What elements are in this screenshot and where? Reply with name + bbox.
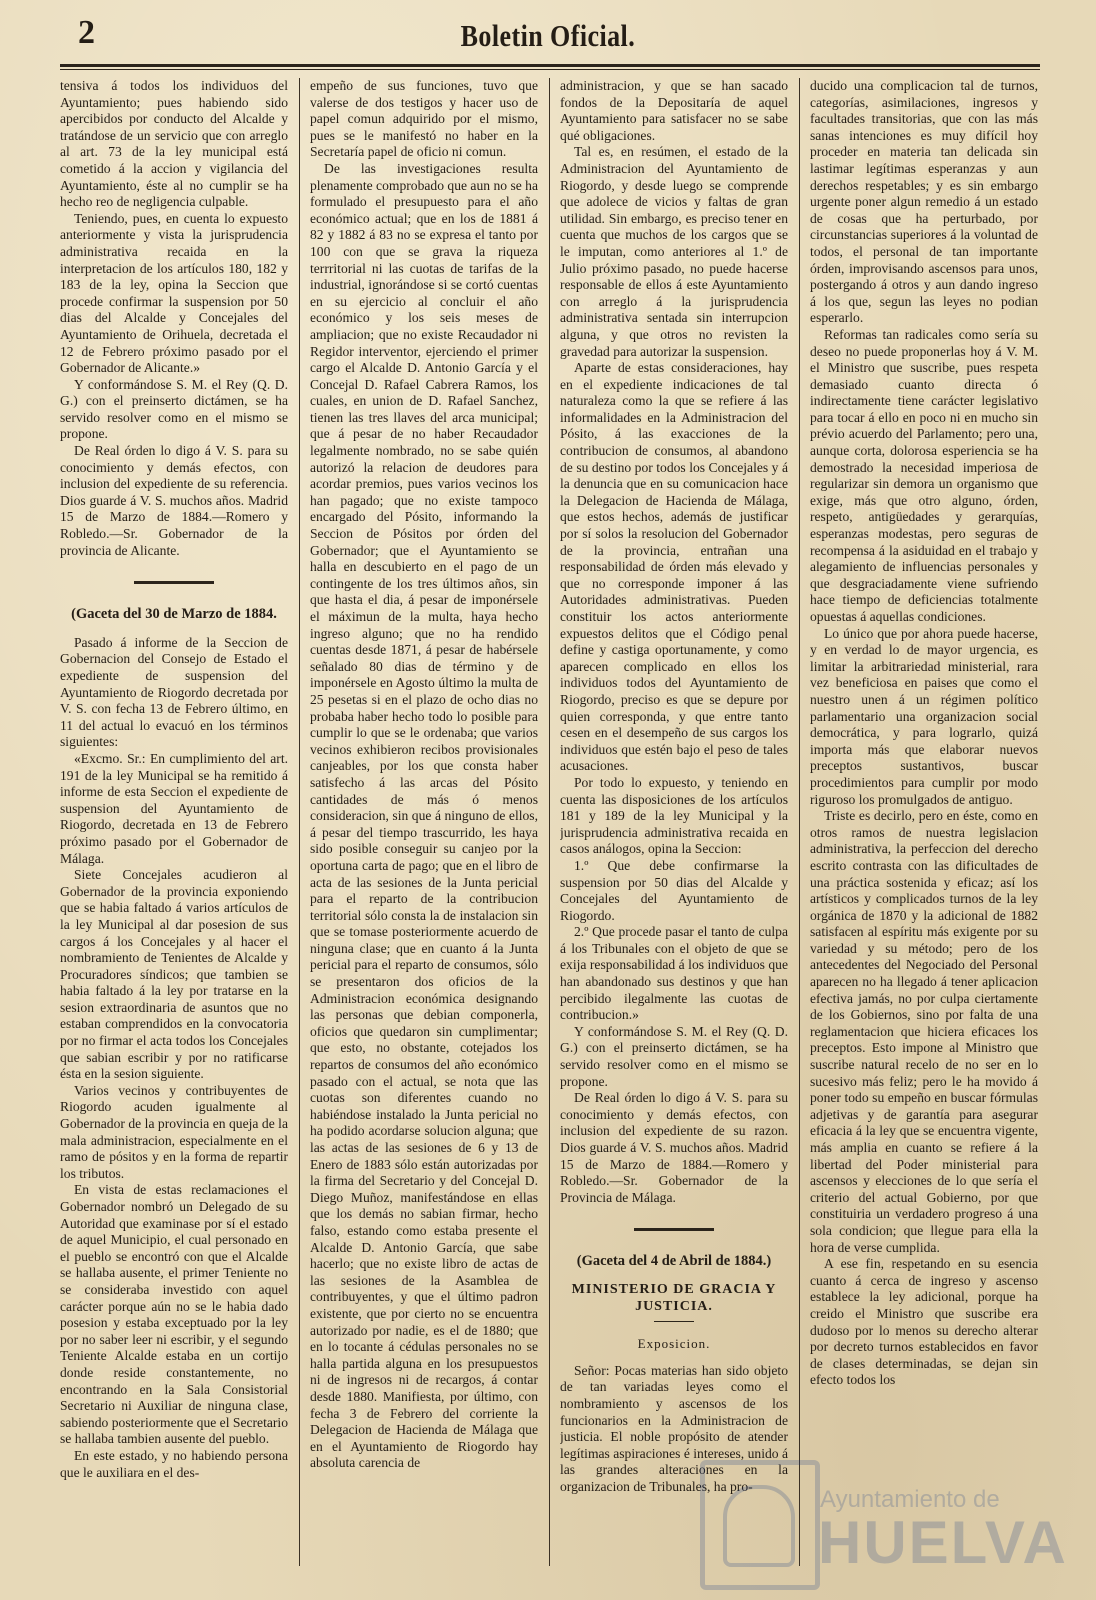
paragraph: De las investigaciones resulta plenamente comprobado que aun no se ha formulado el presupuesto para el año económico actual; que en los de 1881 á 82 y 1882 á 83 no se expresa el tanto por 100 con que se grava la riqueza terrritorial ni las cuotas de tarifas de la industrial, ignorándose si se cortó cuentas en su ejercicio al concluir el año económico y los seis meses de ampliacion; que no existe Recaudador ni Regidor interventor, ejerciendo el primer cargo el Alcalde D. Antonio García y el Concejal D. Rafael Cabrera Ramos, los cuales, en union de D. Rafael Sanchez, tienen las tres llaves del arca municipal; que á pesar de no haber Recaudador legalmente nombrado, no se sabe quién autorizó la relacion de deudores para acordar premios, pues varios vecinos los han pagado; que no existe tampoco encargado del Pósito, informando la Seccion de Pósitos por órden del Gobernador; que el Ayuntamiento se halla en descubierto en el pago de un contingente de los tres últimos años, sin que hasta el dia, á pesar de imponérsele el máximun de la multa, haya hecho ingreso alguno; que no ha rendido cuentas desde 1871, á pesar de habérsele señalado 80 dias de término y de imponérsele en Agosto último la multa de 25 pesetas si en el plazo de ocho dias no probaba haber hecho todo lo posible para cumplir lo que se le ordenaba; que varios vecinos exhibieron recibos provisionales canjeables, por los que consta haber satisfecho á las arcas del Pósito cantidades de más ó menos consideracion, sin que á ninguno de ellos, á pesar del tiempo trascurrido, les haya sido posible conseguir su canjeo por la oportuna carta de pago; que en el libro de acta de las sesiones de la Junta pericial para el reparto de la contribucion territorial sólo consta la de instalacion sin que se tomase posteriormente acuerdo de ninguna clase; que en cuanto á la Junta pericial para el reparto de consumos, sólo se presentaron dos oficios de la Administracion económica designando las personas que debian componerla, oficios que quedaron sin cumplimentar; que esto, no obstante, cotejados los repartos de consumos del año económico pasado con el actual, se nota que las cuotas son diferentes cuando no habiéndose instalado la Junta pericial no ha podido acordarse solucion alguna; que las actas de las sesiones de 6 y 13 de Enero de 1883 sólo están autorizadas por la firma del Secretario y del Concejal D. Diego Muñoz, manifestándose en ellas que los demás no sabian firmar, hecho falso, estando como estaba presente el Alcalde D. Antonio García, que sabe hacerlo; que no existe libro de actas de las sesiones de la Asamblea de contribuyentes, y que el último padron existente, que por cierto no se encuentra autorizado por nadie, es el de 1880; que en lo tocante á cédulas personales no se halla partida alguna en los presupuestos ni de ingresos ni de recargos, á contar desde 1880. Manifiesta, por último, con fecha 3 de Febrero del corriente la Delegacion de Hacienda de Málaga que en el Ayuntamiento de Riogordo hay absoluta carencia de (310, 160, 538, 1471)
paragraph: Y conformándose S. M. el Rey (Q. D. G.) con el preinserto dictámen, se ha servido resolver como en el mismo se propone. (60, 376, 288, 442)
paragraph: Pasado á informe de la Seccion de Gobernacion del Consejo de Estado el expediente de suspension del Ayuntamiento de Riogordo decretada por V. S. con fecha 13 de Febrero último, en 11 del actual lo evacuó en los términos siguientes: (60, 634, 288, 750)
section-separator (634, 1228, 714, 1231)
column-divider (799, 78, 800, 1566)
paragraph: empeño de sus funciones, tuvo que valerse de dos testigos y hacer uso de papel comun adquirido por el mismo, pues se le manifestó no haber en la Secretaría papel de oficio ni comun. (310, 78, 538, 160)
paragraph: ducido una complicacion tal de turnos, categorías, asimilaciones, ingresos y facultades transitorias, que con las más sanas intenciones es muy difícil hoy proceder en materia tan delicada sin lastimar legítimas esperanzas y aun derechos respetables; y es sin embargo urgente poner algun remedio á un estado de cosas que ha perturbado, por circunstancias superiores á la voluntad de todos, el personal de tan importante órden, improvisando ascensos para unos, postergando á otros y aun dando ingreso á los que, segun las leyes no podian esperarlo. (810, 78, 1038, 326)
coat-of-arms-icon (700, 1460, 820, 1590)
gaceta-heading: (Gaceta del 4 de Abril de 1884.) (576, 1253, 772, 1270)
paragraph: Teniendo, pues, en cuenta lo expuesto anteriormente y vista la jurisprudencia administrativa recaida en la interpretacion de los artículos 180, 182 y 183 de la ley, opina la Seccion que procede confirmar la suspension por 50 dias del Alcalde y Concejales del Ayuntamiento de Orihuela, decretada el 12 de Febrero próximo pasado por el Gobernador de Alicante.» (60, 210, 288, 376)
column-4 (810, 78, 1038, 1573)
paragraph: Aparte de estas consideraciones, hay en el expediente indicaciones de tal naturaleza como la que se refiere á las informalidades en la Administracion del Pósito, á las exacciones de la contribucion de consumos, al abandono de su destino por todos los Concejales y á la denuncia que en su comunicacion hace la Delegacion de Hacienda de Málaga, que estos hechos, además de justificar por sí solos la resolucion del Gobernador de la provincia, entrañan una responsabilidad de órden más elevado y que no corresponde imponer á las Autoridades administrativas. Pueden constituir los actos anteriormente expuestos delitos que el Código penal define y castiga oportunamente, y como aparecen complicado en ellos los individuos todos del Ayuntamiento de Riogordo, preciso es que se depure por quien corresponda, y que entre tanto cesen en el desempeño de sus cargos los individuos que estén bajo el peso de tales acusaciones. (560, 360, 788, 774)
gaceta-heading: (Gaceta del 30 de Marzo de 1884. (71, 606, 277, 623)
paragraph: Reformas tan radicales como sería su deseo no puede proponerlas hoy á V. M. el Ministro que suscribe, pues respeta demasiado cuanto directa ó indirectamente tiene carácter legislativo para tocar á ello en poco ni en mucho sin prévio acuerdo del Parlamento; pero una, aunque corta, dolorosa esperiencia se ha demostrado la necesidad imperiosa de regularizar sin demora un organismo que exige, más que otro alguno, órden, respeto, antigüedades y gerarquías, esperanzas modestas, pero seguras de recompensa á la asiduidad en el trabajo y alegamiento de influencias personales y que desgraciadamente viene sufriendo hace tiempo de deficiencias totalmente opuestas á aquellas condiciones. (810, 326, 1038, 624)
paragraph: «Excmo. Sr.: En cumplimiento del art. 191 de la ley Municipal se ha remitido á informe de esta Seccion el expediente de suspension del Ayuntamiento de Riogordo, decretada en 13 de Febrero próximo pasado por el Gobernador de Málaga. (60, 750, 288, 866)
paragraph: Tal es, en resúmen, el estado de la Administracion del Ayuntamiento de Riogordo, y desde luego se comprende que adolece de vicios y faltas de gran utilidad. Sin embargo, es preciso tener en cuenta que muchos de los cargos que se le imputan, como anteriores al 1.º de Julio próximo pasado, no puede hacerse responsable de ellos á este Ayuntamiento con arreglo á la jurisprudencia administrativa sentada sin interrupcion alguna, y que otros no revisten la gravedad para autorizar la suspension. (560, 144, 788, 359)
paragraph: En vista de estas reclamaciones el Gobernador nombró un Delegado de su Autoridad que examinase por sí el estado de aquel Municipio, el cual personado en el pueblo se encontró con que el Alcalde se hallaba ausente, el primer Teniente no se consideraba investido con aquel carácter porque aún no se le habia dado posesion y estaba exceptuado por la ley por no saber leer ni escribir, y el segundo Teniente Alcalde estaba en un cortijo donde reside constantemente, no encontrando en la Sala Consistorial Secretario ni Auxiliar de ninguna clase, sabiendo posteriormente que el Secretario se hallaba tambien ausente del pueblo. (60, 1182, 288, 1447)
paragraph: Triste es decirlo, pero en éste, como en otros ramos de nuestra legislacion administrativa, la perfeccion del derecho escrito contrasta con las dificultades de una práctica sostenida y eficaz; así los artísticos y complicados turnos de la ley orgánica de 1870 y la adicional de 1882 satisfacen al espíritu más exigente por su variedad y su método; pero de los antecedentes del Negociado del Personal aparecen no ha llegado á tener aplicacion efectiva jamás, no por culpa ciertamente de los Gobiernos, sino por falta de una reglamentacion que hiciera eficaces los preceptos. Esto impone al Ministro que suscribe natural recelo de no ser en lo sucesivo más feliz; pero le ha movido á poner todo su empeño en buscar fórmulas adjetivas y de garantía para asegurar eficacia á la ley que se encuentra vigente, más amplia en cuanto se refiere á la libertad del Poder ministerial para ascensos y elecciones de lo que sería el criterio del actual Gobierno, por que constituiria un verdadero progreso á una sola condicion; que llegue para ella la hora de verse cumplida. (810, 808, 1038, 1255)
short-rule (654, 1321, 694, 1322)
column-1 (60, 78, 288, 1573)
section-separator (134, 581, 214, 584)
paragraph: De Real órden lo digo á V. S. para su conocimiento y demás efectos, con inclusion del expediente de su razon. Dios guarde á V. S. muchos años. Madrid 15 de Marzo de 1884.—Romero y Robledo.—Sr. Gobernador de la Provincia de Málaga. (560, 1090, 788, 1205)
ministry-heading: MINISTERIO DE GRACIA Y JUSTICIA. (571, 1281, 777, 1314)
page-number: 2 (78, 14, 95, 51)
column-divider (549, 78, 550, 1566)
column-3 (560, 78, 788, 1573)
paragraph: Siete Concejales acudieron al Gobernador de la provincia exponiendo que se habia faltado á varios artículos de la ley Municipal al dar posesion de sus cargos á los Concejales y al hacer el nombramiento de Tenientes de Alcalde y Procuradores síndicos; que tambien se habia faltado á la ley por tratarse en la sesion extraordinaria de asuntos que no estaban comprendidos en la convocatoria por no firmar el acta todos los Concejales que sabian escribir y por no ratificarse ésta en la sesion siguiente. (60, 867, 288, 1082)
paragraph: Por todo lo expuesto, y teniendo en cuenta las disposiciones de los artículos 181 y 189 de la ley Municipal y la jurisprudencia administrativa recaida en casos análogos, opina la Seccion: (560, 774, 788, 857)
paragraph: Lo único que por ahora puede hacerse, y en verdad lo de mayor urgencia, es limitar la arbitrariedad ministerial, rara vez beneficiosa en paises que como el nuestro unen á un régimen político parlamentario una organizacion social democrática, y para lograrlo, quizá importa más que elaborar nuevos preceptos sustantivos, buscar procedimientos para cumplir por modo riguroso los promulgados de antiguo. (810, 625, 1038, 807)
watermark-line2: HUELVA (818, 1509, 1068, 1576)
masthead-title: Boletin Oficial. (460, 18, 636, 53)
paragraph: tensiva á todos los individuos del Ayuntamiento; pues habiendo sido apercibidos por conducto del Alcalde y tratándose de un servicio que con arreglo al art. 73 de la ley municipal está cometido á la accion y vigilancia del Ayuntamiento, éste al no cumplir se ha hecho reo de negligencia culpable. (60, 78, 288, 210)
paragraph: 1.º Que debe confirmarse la suspension por 50 dias del Alcalde y Concejales del Ayuntamiento de Riogordo. (560, 857, 788, 923)
paragraph: A ese fin, respetando en su esencia cuanto á cerca de ingreso y ascenso establece la ley adicional, porque ha creido el Ministro que suscribe era dudoso por lo menos su derecho alterar por decreto turnos establecidos en favor de clases determinadas, se dejan sin efecto todos los (810, 1256, 1038, 1388)
archive-watermark (700, 1460, 1068, 1590)
paragraph: Varios vecinos y contribuyentes de Riogordo acuden igualmente al Gobernador de la provincia en queja de la mala administracion, especialmente en el ramo de pósitos y en la forma de repartir los tributos. (60, 1082, 288, 1181)
paragraph: Y conformándose S. M. el Rey (Q. D. G.) con el preinserto dictámen, se ha servido resolver como en el mismo se propone. (560, 1023, 788, 1089)
paragraph: En este estado, y no habiendo persona que le auxiliara en el des- (60, 1447, 288, 1480)
header-rule (60, 64, 1040, 67)
paragraph: De Real órden lo digo á V. S. para su conocimiento y demás efectos, con inclusion del expediente de su referencia. Dios guarde á V. S. muchos años. Madrid 15 de Marzo de 1884.—Romero y Robledo.—Sr. Gobernador de la provincia de Alicante. (60, 443, 288, 558)
article-columns (60, 78, 1040, 1578)
column-divider (299, 78, 300, 1566)
header-rule-thin (60, 69, 1040, 70)
paragraph: 2.º Que procede pasar el tanto de culpa á los Tribunales con el objeto de que se exija responsabilidad á los individuos que han abandonado sus destinos y que han percibido ilegalmente las cuotas de contribucion.» (560, 924, 788, 1023)
exposicion-heading: Exposicion. (637, 1336, 711, 1352)
watermark-line1: Ayuntamiento de (820, 1486, 1000, 1513)
paragraph: administracion, y que se han sacado fondos de la Depositaría de aquel Ayuntamiento para satisfacer no se sabe qué obligaciones. (560, 78, 788, 143)
paragraph: Señor: Pocas materias han sido objeto de tan variadas leyes como el nombramiento y ascensos de los funcionarios en la Administracion de justicia. El noble propósito de atender legítimas aspiraciones é intereses, unido á las grandes alteraciones en la organizacion de Tribunales, ha pro- (560, 1362, 788, 1494)
column-2 (310, 78, 538, 1573)
